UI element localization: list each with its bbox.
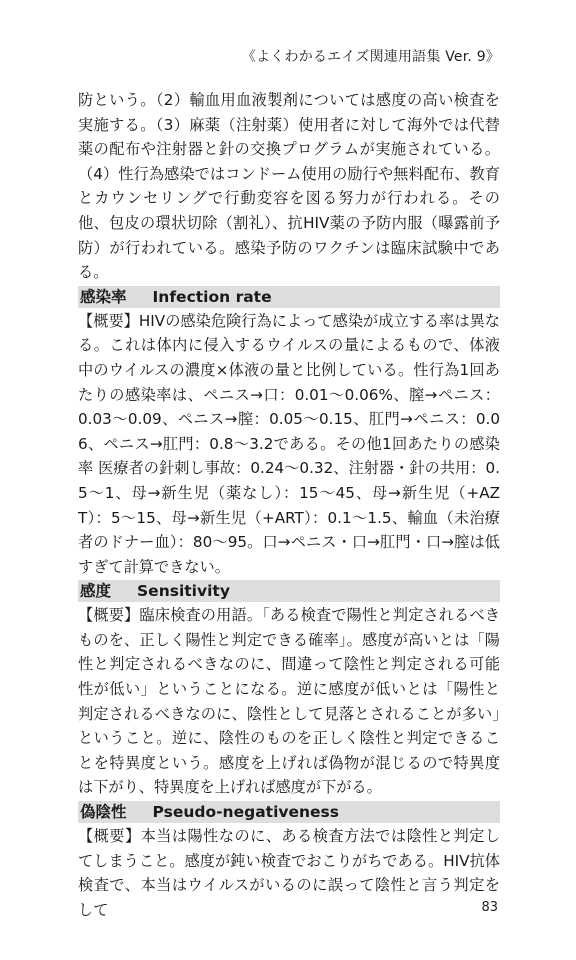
definition-sensitivity: 【概要】臨床検査の用語。「ある検査で陽性と判定されるべきものを、正しく陽性と判定できる確率」。感度が高いとは「陽性と判定されるべきなのに、間違って陰性と判定される可能性が低い」ということになる。逆に感度が低いとは「陽性と判定されるべきなのに、陰性として見落とされることが多い」ということ。逆に、陰性のものを正しく陰性と判定できることを特異度という。感度を上げれば偽物が混じるので特異度は下がり、特異度を上げれば感度が下がる。 [78,606,500,797]
running-header: 《よくわかるエイズ関連用語集 Ver. 9》 [241,49,500,65]
page-number: 83 [481,900,498,915]
intro-paragraph: 防という。（2）輸血用血液製剤については感度の高い検査を実施する。（3）麻薬（注射薬）使用者に対して海外では代替薬の配布や注射器と針の交換プログラムが実施されている。（4）性行為感染ではコンドーム使用の励行や無料配布、教育とカウンセリングで行動変容を図る努力が行われる。その他、包皮の環状切除（割礼）、抗HIV薬の予防内服（曝露前予防）が行われている。感染予防のワクチンは臨床試験中である。 [78,91,500,282]
term-heading-sensitivity [78,580,500,602]
term-heading-infection-rate [78,286,500,308]
term-english: Sensitivity [137,582,230,601]
term-english: Infection rate [152,287,272,306]
definition-pseudo-negativeness: 【概要】本当は陽性なのに、ある検査方法では陰性と判定してしまうこと。感度が鈍い検査でおこりがちである。HIV抗体検査で、本当はウイルスがいるのに誤って陰性と言う判定をして [78,827,500,919]
term-japanese: 感染率 [80,287,127,306]
term-japanese: 偽陰性 [80,803,127,822]
definition-infection-rate: 【概要】HIVの感染危険行為によって感染が成立する率は異なる。これは体内に侵入するウイルスの量によるもので、体液中のウイルスの濃度×体液の量と比例している。性行為1回あたりの感染率は、ペニス→口：0.01〜0.06%、膣→ペニス：0.03〜0.09、ペニス→膣：0.05〜0.15、肛門→ペニス：0.06、ペニス→肛門：0.8〜3.2である。その他1回あたりの感染率 医療者の針刺し事故：0.24〜0.32、注射器・針の共用：0.5〜1、母→新生児（薬なし）：15〜45、母→新生児（+AZT）：5〜15、母→新生児（+ART）：0.1〜1.5、輸血（未治療者のドナー血）：80〜95。口→ペニス・口→肛門・口→膣は低すぎて計算できない。 [78,311,500,576]
term-english: Pseudo-negativeness [152,803,339,822]
term-heading-pseudo-negativeness [78,801,500,823]
term-japanese: 感度 [80,582,112,601]
page-body [78,88,500,922]
